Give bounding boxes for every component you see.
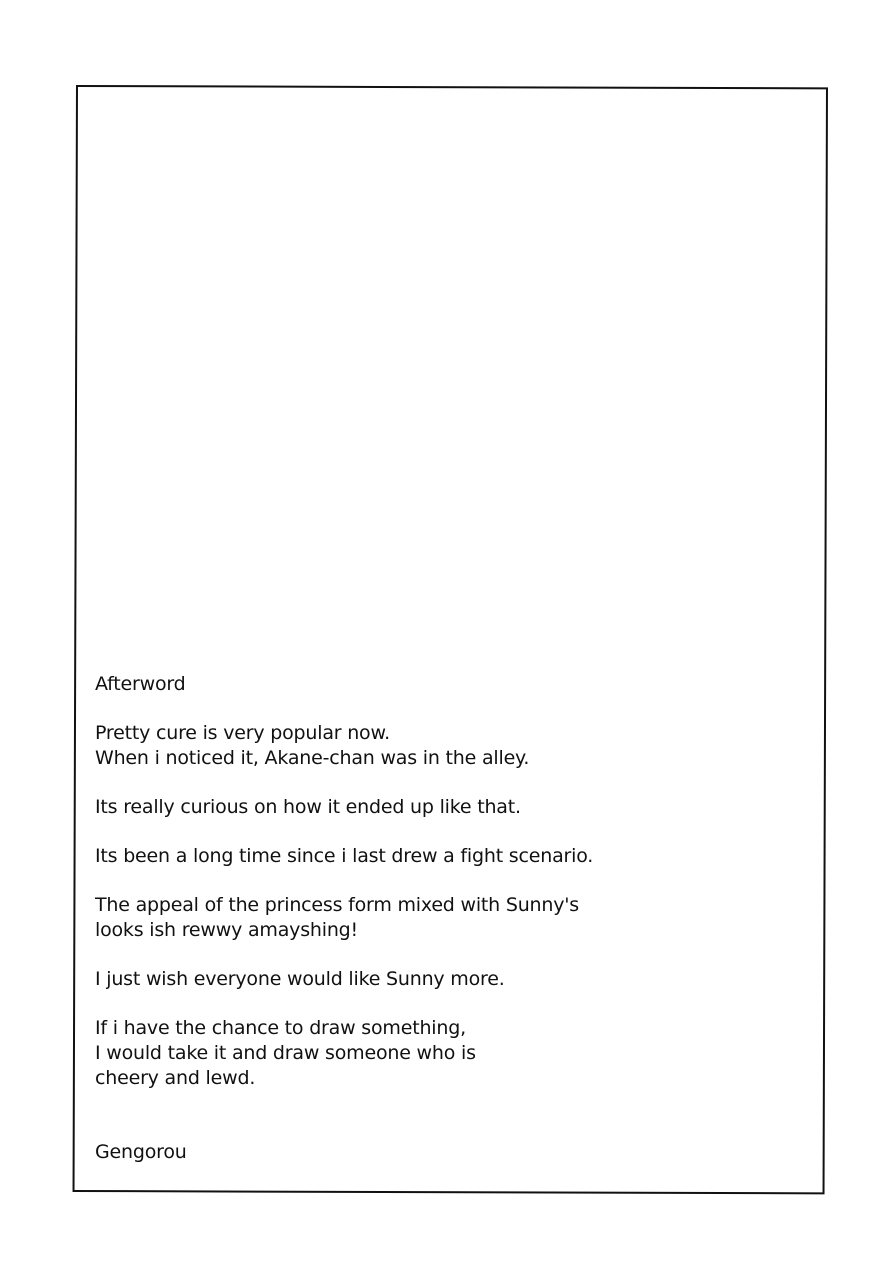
paragraph-line: If i have the chance to draw something, bbox=[95, 1017, 466, 1039]
paragraph-2 bbox=[95, 795, 795, 820]
paragraph-6 bbox=[95, 1016, 795, 1091]
paragraph-line: Its been a long time since i last drew a fight scenario. bbox=[95, 845, 594, 867]
paragraph-line: looks ish rewwy amayshing! bbox=[95, 919, 358, 941]
paragraph-line: Its really curious on how it ended up like that. bbox=[95, 796, 521, 818]
paragraph-line: I would take it and draw someone who is bbox=[95, 1042, 476, 1064]
paragraph-line: cheery and lewd. bbox=[95, 1067, 256, 1089]
paragraph-5 bbox=[95, 967, 795, 992]
paragraph-line: I just wish everyone would like Sunny more. bbox=[95, 968, 505, 990]
afterword-heading: Afterword bbox=[95, 673, 186, 695]
paragraph-line: The appeal of the princess form mixed with Sunny's bbox=[95, 894, 580, 916]
paragraph-4 bbox=[95, 893, 795, 943]
paragraph-1 bbox=[95, 721, 795, 771]
afterword-text-block bbox=[95, 672, 795, 1165]
paragraph-3 bbox=[95, 844, 795, 869]
author-signature: Gengorou bbox=[95, 1141, 187, 1163]
paragraph-line: Pretty cure is very popular now. bbox=[95, 722, 390, 744]
paragraph-line: When i noticed it, Akane-chan was in the alley. bbox=[95, 747, 530, 769]
